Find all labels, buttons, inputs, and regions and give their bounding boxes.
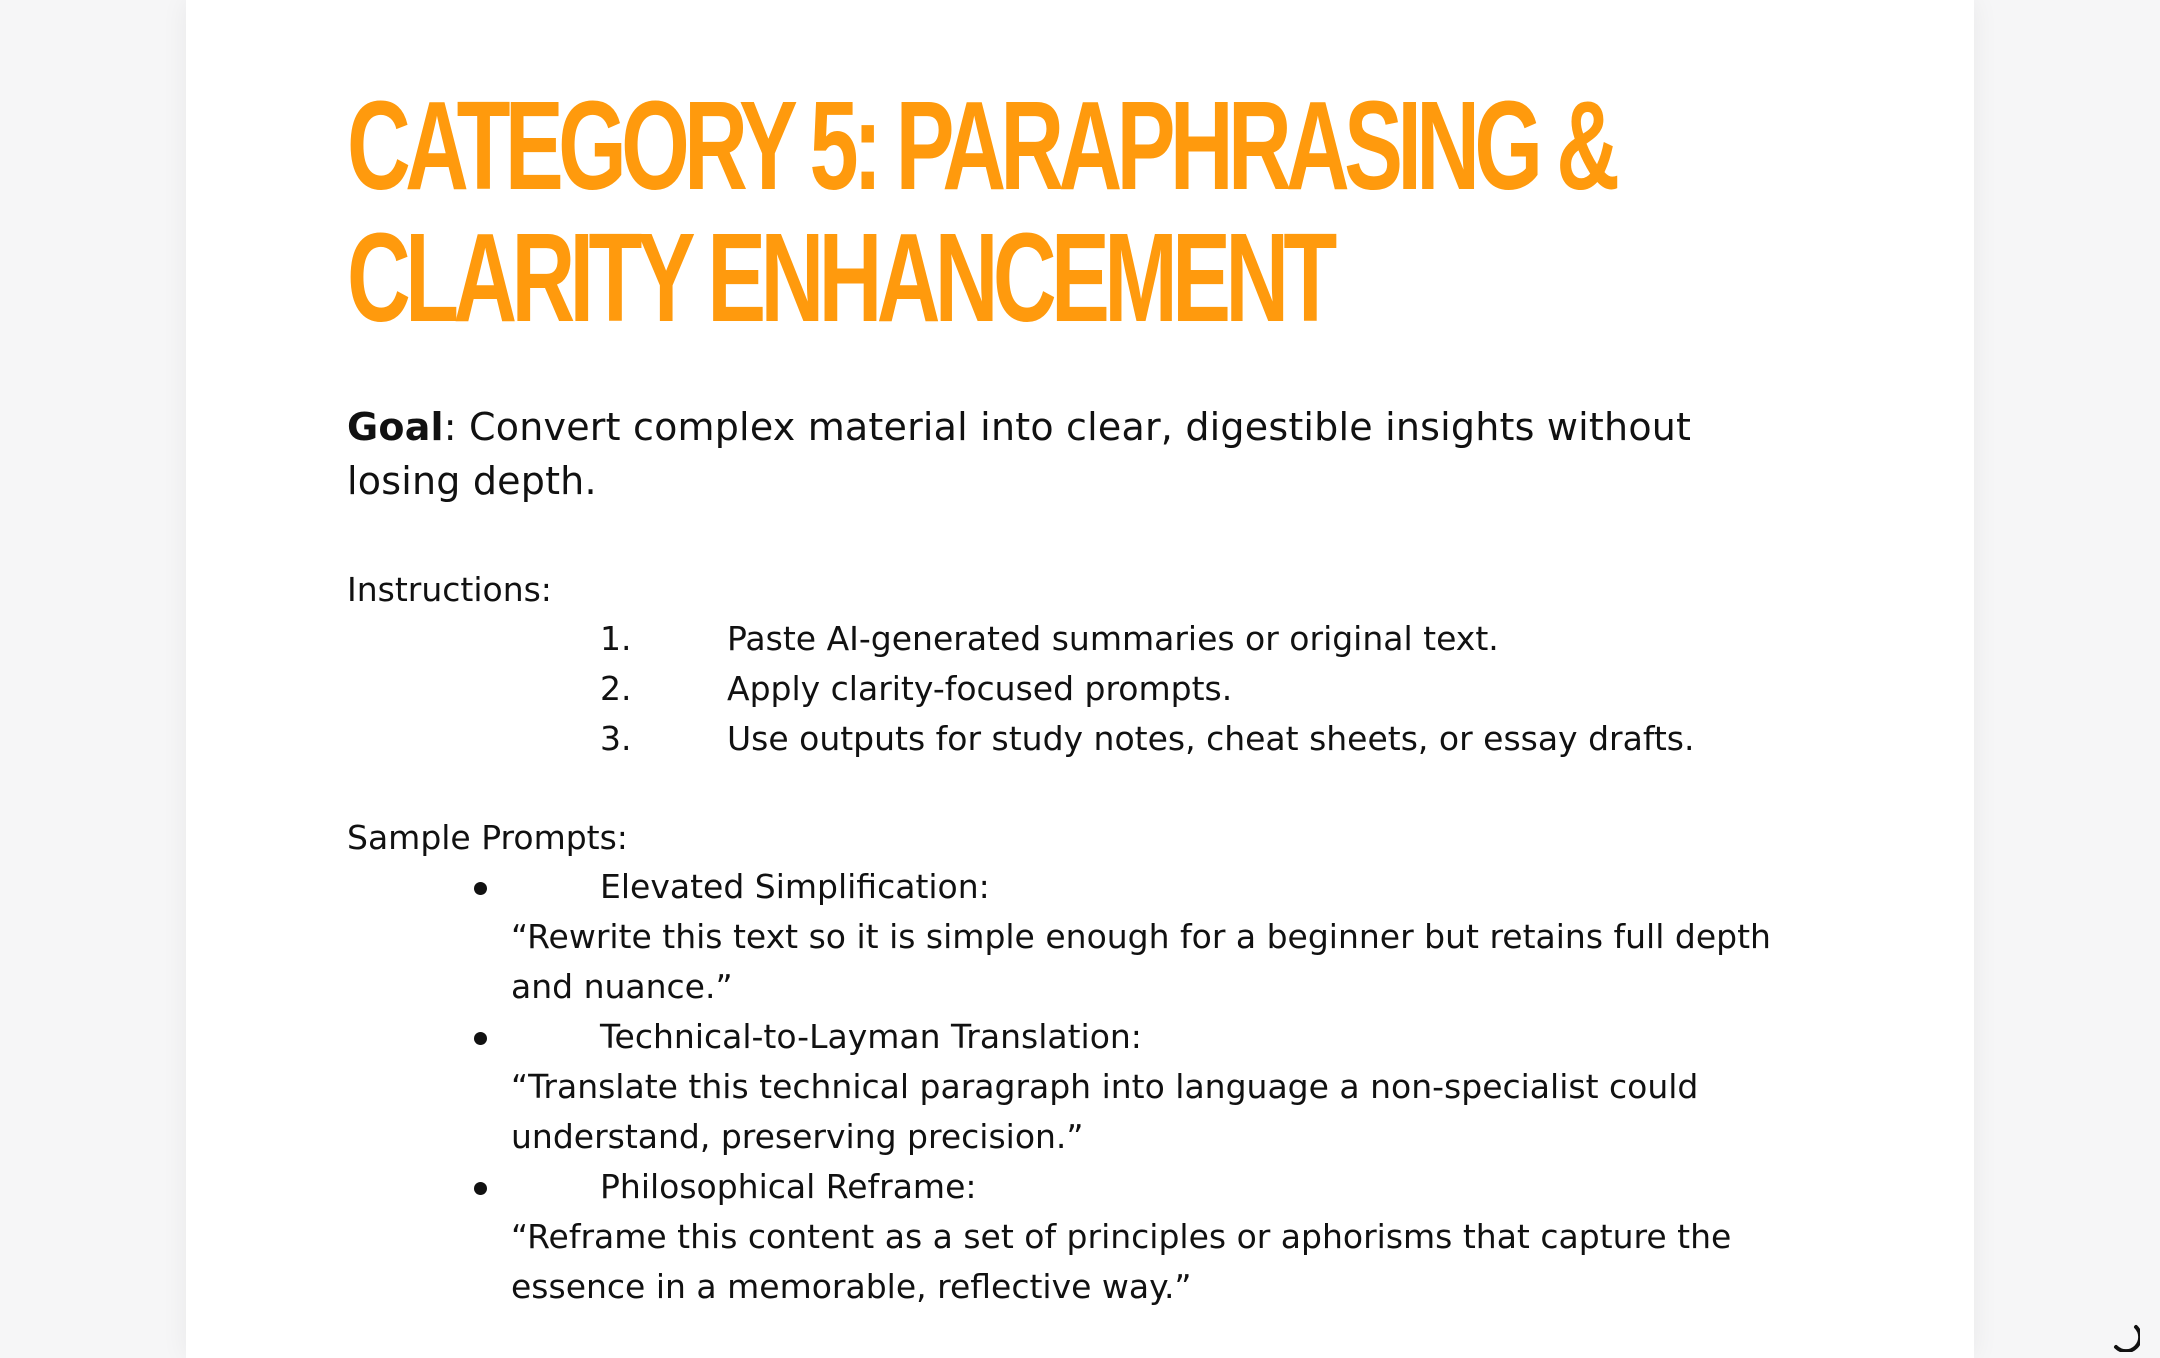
instruction-number: 3. — [600, 719, 632, 758]
spinner-icon — [2110, 1322, 2140, 1352]
sample-prompts-label: Sample Prompts: — [347, 818, 628, 857]
title-line-1: CATEGORY 5: PARAPHRASING & — [347, 75, 1615, 216]
prompt-title: Elevated Simplification: — [600, 867, 990, 906]
prompt-text: “Rewrite this text so it is simple enough for a beginner but retains full depth and nuance.” — [511, 917, 1771, 1006]
prompt-title: Philosophical Reframe: — [600, 1167, 977, 1206]
page-title — [347, 75, 1615, 348]
goal-text: : Convert complex material into clear, digestible insights without losing depth. — [347, 405, 1692, 503]
bullet-icon — [474, 882, 487, 895]
bullet-icon — [474, 1032, 487, 1045]
prompt-text: “Translate this technical paragraph into language a non-specialist could understand, preserving precision.” — [511, 1067, 1699, 1156]
instruction-text: Apply clarity-focused prompts. — [727, 669, 1233, 708]
title-line-2: CLARITY ENHANCEMENT — [347, 207, 1332, 348]
instruction-number: 2. — [600, 669, 632, 708]
goal-paragraph — [347, 400, 1807, 508]
prompt-text: “Reframe this content as a set of principles or aphorisms that capture the essence in a memorable, reflective way.” — [511, 1217, 1732, 1306]
instruction-text: Use outputs for study notes, cheat sheets, or essay drafts. — [727, 719, 1695, 758]
bullet-icon — [474, 1182, 487, 1195]
instruction-text: Paste AI-generated summaries or original text. — [727, 619, 1499, 658]
document-page — [186, 0, 1974, 1358]
prompt-title: Technical-to-Layman Translation: — [600, 1017, 1142, 1056]
instruction-number: 1. — [600, 619, 632, 658]
instructions-label: Instructions: — [347, 570, 552, 609]
goal-label: Goal — [347, 405, 444, 449]
